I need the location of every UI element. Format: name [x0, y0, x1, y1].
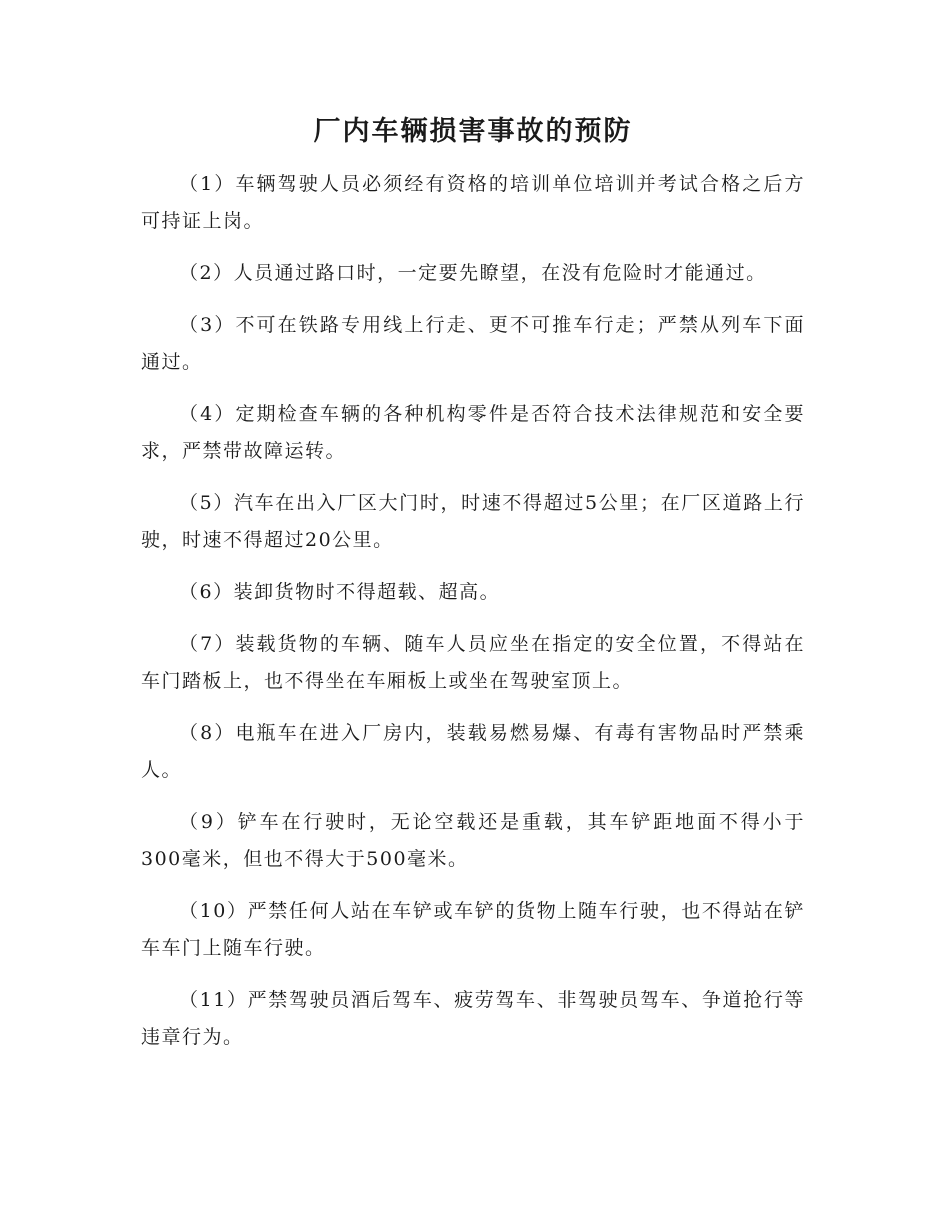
rule-item-8: （8）电瓶车在进入厂房内，装载易燃易爆、有毒有害物品时严禁乘人。 — [141, 722, 805, 781]
rule-item-1: （1）车辆驾驶人员必须经有资格的培训单位培训并考试合格之后方可持证上岗。 — [141, 173, 805, 232]
document-title: 厂内车辆损害事故的预防 — [313, 116, 633, 147]
rule-item-7: （7）装载货物的车辆、随车人员应坐在指定的安全位置，不得站在车门踏板上，也不得坐在车厢板上或坐在驾驶室顶上。 — [141, 633, 805, 692]
rule-item-2: （2）人员通过路口时，一定要先瞭望，在没有危险时才能通过。 — [179, 262, 767, 284]
rule-item-10: （10）严禁任何人站在车铲或车铲的货物上随车行驶，也不得站在铲车车门上随车行驶。 — [141, 900, 805, 959]
rule-item-6: （6）装卸货物时不得超载、超高。 — [179, 581, 501, 603]
rule-item-3: （3）不可在铁路专用线上行走、更不可推车行走；严禁从列车下面通过。 — [141, 314, 805, 373]
rule-item-4: （4）定期检查车辆的各种机构零件是否符合技术法律规范和安全要求，严禁带故障运转。 — [141, 403, 805, 462]
rule-item-11: （11）严禁驾驶员酒后驾车、疲劳驾车、非驾驶员驾车、争道抢行等违章行为。 — [141, 989, 805, 1048]
rule-item-5: （5）汽车在出入厂区大门时，时速不得超过5公里；在厂区道路上行驶，时速不得超过20公里。 — [141, 492, 805, 551]
rule-item-9: （9）铲车在行驶时，无论空载还是重载，其车铲距地面不得小于300毫米，但也不得大于500毫米。 — [141, 811, 805, 870]
